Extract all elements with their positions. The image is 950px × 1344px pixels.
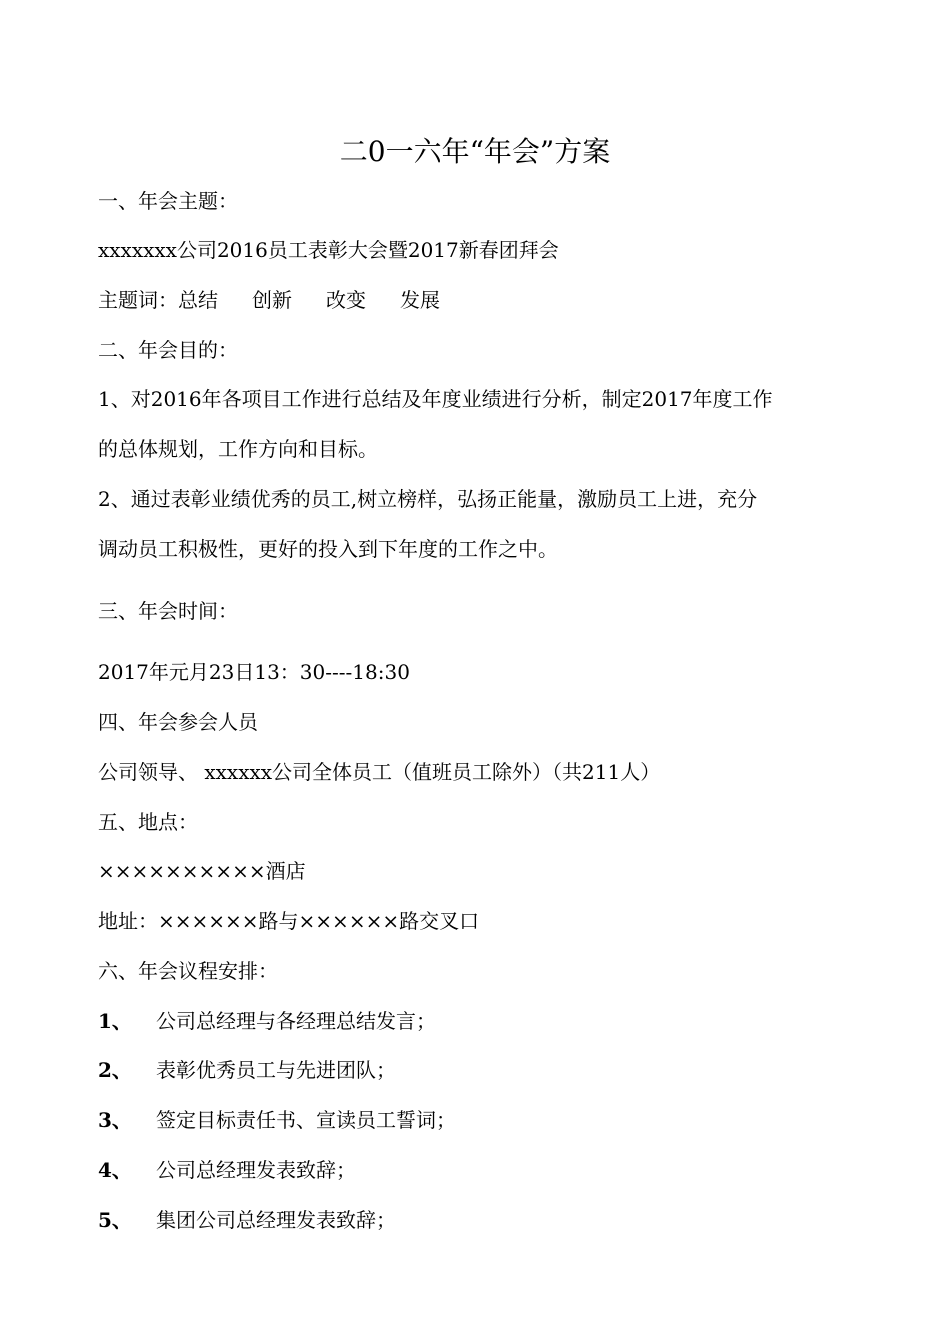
agenda-item-text: 表彰优秀员工与先进团队； xyxy=(156,1058,396,1082)
keyword: 发展 xyxy=(400,288,440,312)
agenda-item-number: 3、 xyxy=(98,1108,132,1132)
agenda-item xyxy=(98,1055,858,1085)
attendees-heading: 四、年会参会人员 xyxy=(98,710,258,734)
theme-text: xxxxxxx公司2016员工表彰大会暨2017新春团拜会 xyxy=(98,238,559,262)
document-title: 二0一六年“年会”方案 xyxy=(339,135,611,168)
agenda-heading: 六、年会议程安排： xyxy=(98,959,278,983)
agenda-item-number: 4、 xyxy=(98,1158,132,1182)
agenda-item xyxy=(98,1205,858,1235)
purpose-p2-line1: 2、通过表彰业绩优秀的员工,树立榜样，弘扬正能量，激励员工上进，充分 xyxy=(98,487,758,511)
agenda-item xyxy=(98,1155,858,1185)
agenda-item-text: 集团公司总经理发表致辞； xyxy=(156,1208,396,1232)
location-address: 地址：××××××路与××××××路交叉口 xyxy=(98,909,480,933)
theme-heading: 一、年会主题： xyxy=(98,189,238,213)
purpose-p1-line1: 1、对2016年各项目工作进行总结及年度业绩进行分析，制定2017年度工作 xyxy=(98,387,773,411)
theme-keywords xyxy=(98,285,858,315)
agenda-item xyxy=(98,1006,858,1036)
keyword: 创新 xyxy=(252,288,292,312)
agenda-item-number: 5、 xyxy=(98,1208,132,1232)
agenda-item-text: 公司总经理发表致辞； xyxy=(156,1158,356,1182)
keyword: 改变 xyxy=(326,288,366,312)
purpose-p1-line2: 的总体规划，工作方向和目标。 xyxy=(98,437,378,461)
attendees-text: 公司领导、 xxxxxx公司全体员工（值班员工除外）（共211人） xyxy=(98,760,661,784)
purpose-p2-line2: 调动员工积极性，更好的投入到下年度的工作之中。 xyxy=(98,537,558,561)
location-venue: ××××××××××酒店 xyxy=(98,859,306,883)
agenda-item-number: 2、 xyxy=(98,1058,132,1082)
agenda-item xyxy=(98,1105,858,1135)
keywords-label: 主题词： xyxy=(98,288,178,312)
purpose-heading: 二、年会目的： xyxy=(98,338,238,362)
time-heading: 三、年会时间： xyxy=(98,599,238,623)
agenda-item-number: 1、 xyxy=(98,1009,132,1033)
agenda-item-text: 签定目标责任书、宣读员工誓词； xyxy=(156,1108,456,1132)
keyword: 总结 xyxy=(178,288,218,312)
location-heading: 五、地点： xyxy=(98,810,198,834)
time-text: 2017年元月23日13：30----18:30 xyxy=(98,660,410,684)
agenda-item-text: 公司总经理与各经理总结发言； xyxy=(156,1009,436,1033)
